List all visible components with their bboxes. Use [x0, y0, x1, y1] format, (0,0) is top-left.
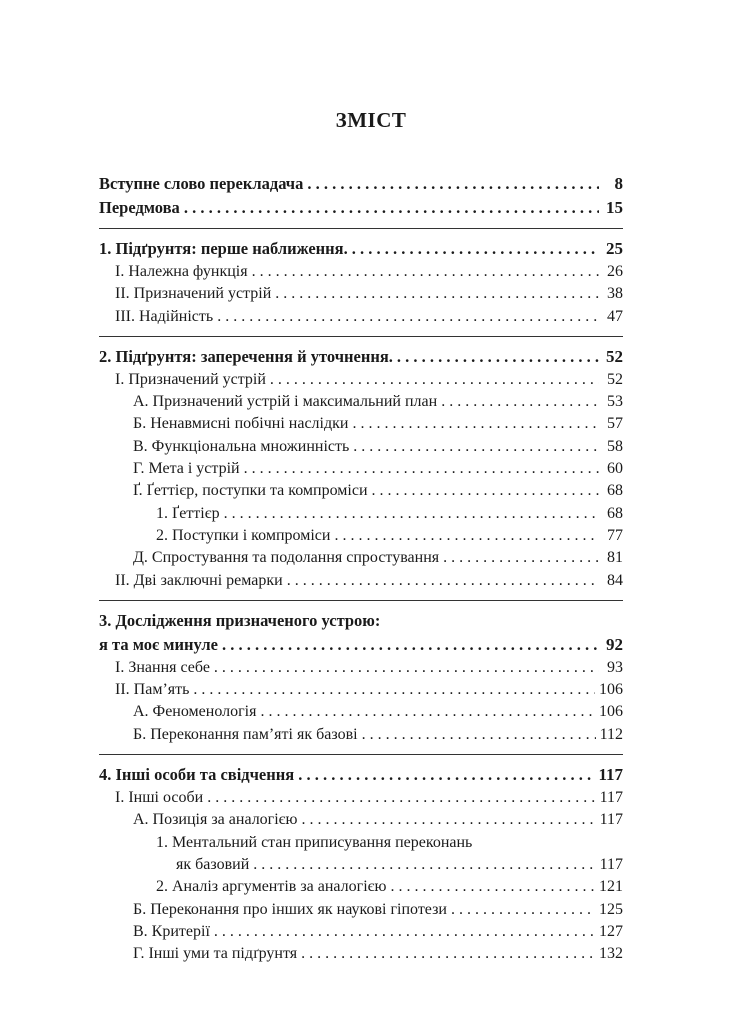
toc-page-number: 60	[607, 460, 623, 478]
toc-entry[interactable]	[99, 787, 623, 809]
toc-entry-label: В. Критерії	[133, 922, 210, 940]
toc-page-number: 52	[607, 370, 623, 388]
toc-entry-label: як базовий	[176, 855, 250, 873]
toc-chapter-3-title-line[interactable]: 3. Дослідження призначеного устрою:	[99, 610, 381, 630]
toc-entry-translator-foreword[interactable]	[99, 172, 623, 196]
dot-leader	[352, 413, 599, 435]
toc-entry[interactable]	[99, 458, 623, 480]
dot-leader	[214, 921, 595, 943]
toc-entry-label: I. Інші особи	[115, 789, 204, 807]
toc-entry-label: I. Знання себе	[115, 658, 210, 676]
dot-leader	[275, 283, 599, 305]
toc-page-number: 15	[606, 198, 623, 217]
toc-entry[interactable]	[99, 701, 623, 723]
toc-entry-label: Г. Інші уми та підґрунтя	[133, 945, 298, 963]
toc-page-number: 117	[598, 765, 623, 785]
toc-page-number: 53	[607, 393, 623, 411]
dot-leader	[260, 701, 595, 723]
toc-entry-label: А. Призначений устрій і максимальний план	[133, 393, 438, 411]
toc-entry-label: I. Належна функція	[115, 263, 248, 280]
toc-entry-label: 4. Інші особи та свідчення	[99, 765, 295, 785]
dot-leader	[334, 525, 599, 547]
dot-leader	[193, 679, 595, 701]
dot-leader	[244, 458, 599, 480]
dot-leader	[184, 196, 599, 220]
toc-entry[interactable]	[99, 657, 623, 679]
toc-entry-label: А. Феноменологія	[133, 703, 257, 721]
toc-entry[interactable]	[99, 261, 623, 283]
toc-page-number: 117	[599, 789, 623, 807]
toc-page-number: 127	[599, 922, 623, 940]
toc-page-number: 112	[599, 725, 623, 743]
toc-entry-label: I. Призначений устрій	[115, 370, 266, 388]
dot-leader	[214, 657, 599, 679]
toc-entry-label: Г. Мета і устрій	[133, 460, 240, 478]
toc-entry-label: 2. Поступки і компроміси	[156, 526, 331, 544]
toc-entry[interactable]	[99, 679, 623, 701]
toc-entry-label: Б. Переконання пам’яті як базові	[133, 725, 358, 743]
toc-entry-label: 2. Підґрунтя: заперечення й уточнення.	[99, 346, 393, 366]
toc-entry[interactable]	[99, 547, 623, 569]
toc-entry[interactable]	[99, 525, 623, 547]
toc-chapter-2[interactable]	[99, 345, 623, 369]
dot-leader	[451, 899, 595, 921]
toc-page-number: 26	[607, 263, 623, 280]
dot-leader	[352, 237, 599, 261]
toc-page-number: 52	[606, 346, 623, 366]
section-divider	[99, 228, 623, 229]
dot-leader	[301, 943, 595, 965]
toc-entry-label: 2. Аналіз аргументів за аналогією	[156, 878, 387, 896]
toc-page-number: 132	[599, 945, 623, 963]
toc-page-number: 106	[599, 703, 623, 721]
dot-leader	[207, 787, 595, 809]
toc-chapter-3[interactable]	[99, 633, 623, 657]
dot-leader	[287, 570, 599, 592]
section-divider	[99, 336, 623, 337]
table-of-contents	[99, 172, 623, 965]
dot-leader	[298, 763, 594, 787]
toc-entry[interactable]	[99, 369, 623, 391]
toc-entry-label: 1. Ґеттієр	[156, 504, 220, 522]
toc-entry[interactable]	[99, 283, 623, 305]
toc-chapter-1[interactable]	[99, 237, 623, 261]
toc-page-number: 25	[606, 239, 623, 258]
toc-entry-label: II. Дві заключні ремарки	[115, 571, 283, 589]
toc-page-number: 106	[599, 681, 623, 699]
toc-entry-label: я та моє минуле	[99, 634, 218, 654]
toc-page-number: 68	[607, 482, 623, 500]
toc-entry[interactable]	[99, 809, 623, 831]
dot-leader	[302, 809, 596, 831]
toc-page-number: 58	[607, 437, 623, 455]
toc-entry[interactable]	[99, 899, 623, 921]
toc-entry[interactable]	[99, 480, 623, 502]
toc-page-number: 47	[607, 307, 623, 325]
dot-leader	[224, 503, 599, 525]
section-divider	[99, 600, 623, 601]
dot-leader	[397, 345, 599, 369]
toc-page-number: 68	[607, 504, 623, 522]
toc-page-number: 121	[599, 878, 623, 896]
toc-entry[interactable]	[99, 391, 623, 413]
toc-page-number: 84	[607, 571, 623, 589]
toc-page-number: 125	[599, 900, 623, 918]
toc-page-number: 93	[607, 658, 623, 676]
toc-page-number: 77	[607, 526, 623, 544]
dot-leader	[252, 261, 599, 283]
toc-entry-label: Вступне слово перекладача	[99, 174, 304, 193]
dot-leader	[362, 724, 596, 746]
toc-entry[interactable]	[99, 503, 623, 525]
toc-entry-preface[interactable]	[99, 196, 623, 220]
toc-page-number: 8	[614, 174, 623, 193]
toc-entry-label: Передмова	[99, 198, 180, 217]
toc-entry-label: 1. Підґрунтя: перше наближення.	[99, 239, 348, 258]
dot-leader	[390, 876, 595, 898]
dot-leader	[441, 391, 599, 413]
toc-entry[interactable]	[99, 570, 623, 592]
toc-chapter-4[interactable]	[99, 763, 623, 787]
dot-leader	[217, 306, 599, 328]
toc-entry-label: А. Позиція за аналогією	[133, 811, 298, 829]
toc-page-number: 117	[599, 811, 623, 829]
dot-leader	[270, 369, 599, 391]
toc-page-number: 81	[607, 549, 623, 567]
page-title: ЗМІСТ	[335, 108, 407, 132]
toc-entry-label: II. Пам’ять	[115, 681, 190, 699]
toc-entry-label: Б. Переконання про інших як наукові гіпотези	[133, 900, 447, 918]
dot-leader	[372, 480, 599, 502]
toc-page-number: 38	[607, 285, 623, 303]
toc-entry[interactable]	[99, 724, 623, 746]
toc-page-number: 57	[607, 415, 623, 433]
toc-entry-label: Ґ. Ґеттієр, поступки та компроміси	[133, 482, 368, 500]
toc-entry-label: II. Призначений устрій	[115, 285, 272, 303]
toc-entry[interactable]	[99, 854, 623, 876]
toc-entry[interactable]	[99, 413, 623, 435]
dot-leader	[307, 172, 599, 196]
dot-leader	[253, 854, 595, 876]
dot-leader	[353, 436, 599, 458]
toc-entry-label: Б. Ненавмисні побічні наслідки	[133, 415, 349, 433]
dot-leader	[443, 547, 599, 569]
toc-entry[interactable]	[99, 921, 623, 943]
toc-entry-label: III. Надійність	[115, 307, 214, 325]
toc-entry[interactable]	[99, 436, 623, 458]
toc-page-number: 92	[606, 634, 623, 654]
toc-entry-label: Д. Спростування та подолання спростування	[133, 549, 440, 567]
toc-entry-label: В. Функціональна множинність	[133, 437, 350, 455]
dot-leader	[222, 633, 599, 657]
toc-entry[interactable]	[99, 306, 623, 328]
section-divider	[99, 754, 623, 755]
toc-entry-title-line[interactable]: 1. Ментальний стан приписування переконань	[156, 833, 473, 851]
toc-entry[interactable]	[99, 876, 623, 898]
toc-entry[interactable]	[99, 943, 623, 965]
toc-page-number: 117	[599, 855, 623, 873]
